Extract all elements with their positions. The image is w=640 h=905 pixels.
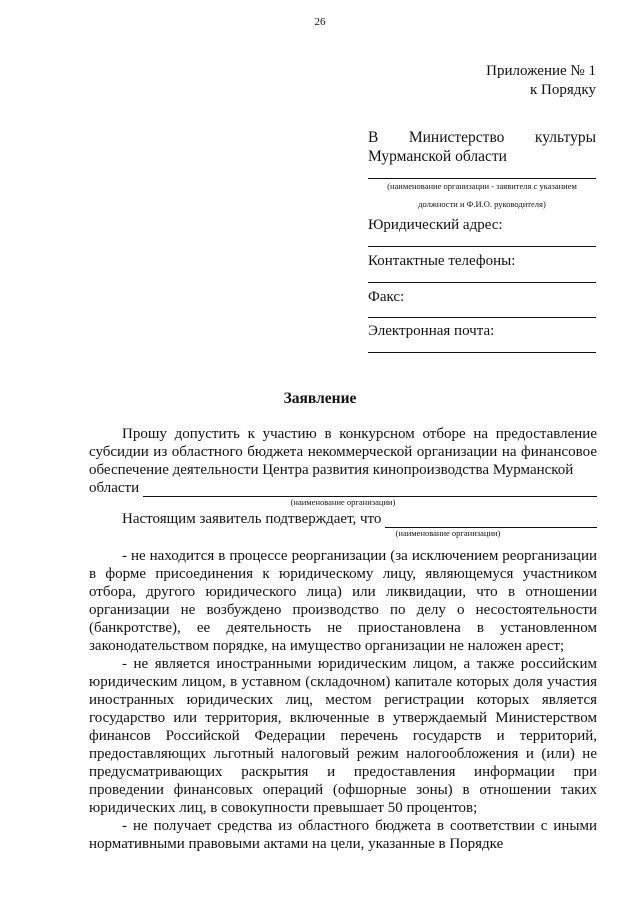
condition-item-3: - не получает средства из областного бюджета в соответствии с иными нормативными правовыми актами на цели, указанные в Порядке: [89, 818, 597, 852]
addressee-word-3: культуры: [534, 129, 596, 146]
condition-item-2: - не является иностранными юридическим лицом, а также российским юридическим лицом, в уставном (складочном) капитале которых доля участия иностранных юридических лиц, местом регистрации которых является государство или территория, включенные в утверждаемый Министерством финансов Российской Федерации перечень государств и территорий, предоставляющих льготный налоговый режим налогообложения и (или) не предусматривающих раскрытия и предоставления информации при проведении финансовых операций (офшорные зоны) в отношении таких юридических лиц, в совокупности превышает 50 процентов;: [89, 656, 597, 816]
request-fill-row: [89, 479, 597, 497]
addressee-block: [368, 128, 596, 166]
legal-address-label: Юридический адрес:: [368, 217, 503, 233]
phones-label: Контактные телефоны:: [368, 253, 516, 269]
conditions-list: [89, 547, 597, 853]
document-title: Заявление: [283, 390, 357, 407]
addressee-word-2: Министерство: [408, 129, 505, 146]
condition-item-1: - не находится в процессе реорганизации (за исключением реорганизации в форме присоединения к юридическому лицу, являющемуся участником отбора, другого юридического лица) или ликвидации, что в отношении организации не возбуждено производство по делу о несостоятельности (банкротстве), ее деятельность не приостановлена в установленном законодательством порядке, на имущество организации не наложен арест;: [89, 548, 597, 654]
request-text: Прошу допустить к участию в конкурсном отборе на предоставление субсидии из областного бюджета некоммерческой организации на финансовое обеспечение деятельности Центра развития кинопроизводства Мурманской: [89, 426, 597, 478]
legal-address-line: [368, 246, 596, 247]
confirm-caption: (наименование организации): [395, 528, 501, 538]
addressee-line-1: [368, 128, 596, 147]
addressee-word-1: В: [368, 129, 379, 146]
addressee-caption-2: должности и Ф.И.О. руководителя): [418, 199, 546, 209]
email-label: Электронная почта:: [368, 323, 495, 339]
addressee-line-2: Мурманской области: [368, 148, 507, 165]
request-last-word: области: [89, 480, 140, 496]
appendix-heading: [486, 62, 596, 100]
appendix-line-1: Приложение № 1: [486, 63, 596, 79]
confirm-text: Настоящим заявитель подтверждает, что: [122, 511, 382, 527]
addressee-caption-1: (наименование организации - заявителя с указанием: [387, 181, 577, 191]
phones-line: [368, 282, 596, 283]
confirm-row: [89, 510, 597, 528]
request-caption: (наименование организации): [290, 497, 396, 507]
request-paragraph: [89, 425, 597, 507]
addressee-underline: [368, 178, 596, 179]
appendix-line-2: к Порядку: [530, 82, 596, 98]
page-number: 26: [314, 16, 326, 28]
organization-name-blank-1: [143, 484, 597, 497]
organization-name-blank-2: [385, 515, 597, 528]
confirm-paragraph: [89, 510, 597, 538]
fax-line: [368, 317, 596, 318]
email-line: [368, 352, 596, 353]
fax-label: Факс:: [368, 289, 405, 305]
